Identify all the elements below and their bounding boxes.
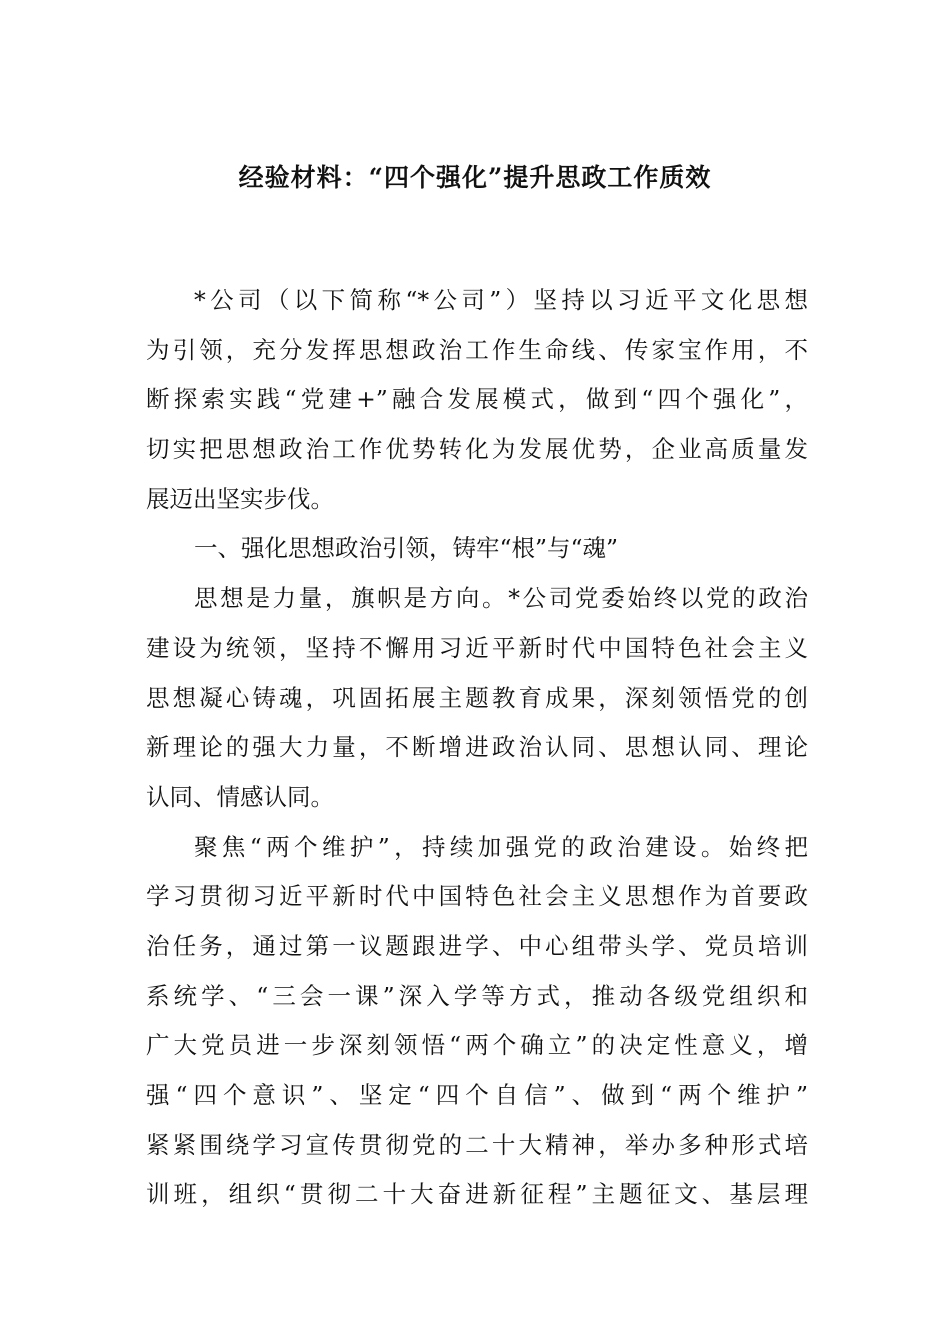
paragraph-line: 强“四个意识”、坚定“四个自信”、做到“两个维护” [146, 1081, 808, 1109]
document-title: 经验材料：“四个强化”提升思政工作质效 [238, 163, 712, 192]
paragraph-line: 思想是力量，旗帜是方向。*公司党委始终以党的政治 [194, 584, 808, 613]
paragraph-line: 训班，组织“贯彻二十大奋进新征程”主题征文、基层理 [146, 1180, 808, 1209]
paragraph-line: 系统学、“三会一课”深入学等方式，推动各级党组织和 [146, 981, 808, 1010]
paragraph-line: 新理论的强大力量，不断增进政治认同、思想认同、理论 [146, 733, 808, 762]
paragraph-line: 建设为统领，坚持不懈用习近平新时代中国特色社会主义 [146, 633, 808, 662]
paragraph-line: 学习贯彻习近平新时代中国特色社会主义思想作为首要政 [146, 882, 808, 911]
paragraph-line: 为引领，充分发挥思想政治工作生命线、传家宝作用，不 [146, 335, 808, 364]
paragraph-line: 展迈出坚实步伐。 [146, 484, 334, 513]
paragraph-line: 切实把思想政治工作优势转化为发展优势，企业高质量发 [146, 435, 808, 464]
paragraph-line: 治任务，通过第一议题跟进学、中心组带头学、党员培训 [146, 931, 808, 960]
paragraph-line: 聚焦“两个维护”，持续加强党的政治建设。始终把 [194, 832, 808, 861]
paragraph-line: 广大党员进一步深刻领悟“两个确立”的决定性意义，增 [146, 1031, 808, 1060]
paragraph-line: 断探索实践“党建+”融合发展模式，做到“四个强化”， [146, 385, 808, 414]
section-heading: 一、强化思想政治引领，铸牢“根”与“魂” [194, 534, 619, 563]
paragraph-line: 思想凝心铸魂，巩固拓展主题教育成果，深刻领悟党的创 [146, 683, 808, 712]
paragraph-line: 紧紧围绕学习宣传贯彻党的二十大精神，举办多种形式培 [146, 1130, 808, 1159]
paragraph-line: 认同、情感认同。 [146, 782, 334, 811]
paragraph-line: *公司（以下简称“*公司”）坚持以习近平文化思想 [194, 286, 808, 314]
document-body [146, 276, 808, 1220]
